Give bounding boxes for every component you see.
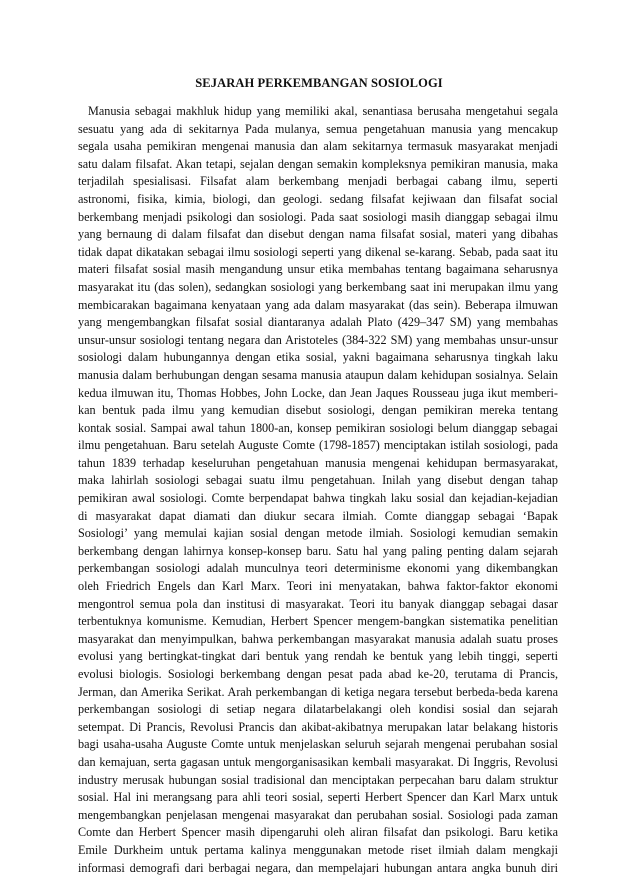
text-line: evolusi yang bertingkat-tingkat dari bentuk yang rendah ke bentuk yang lebih tinggi, seperti xyxy=(78,649,558,664)
text-line: ilmu pengetahuan. Baru setelah Auguste Comte (1798-1857) menciptakan istilah sosiologi, pada xyxy=(78,438,558,453)
text-line: maka lahirlah sosiologi sebagai suatu ilmu pengetahuan. Inilah yang disebut dengan tahap xyxy=(78,473,558,488)
text-line: perkembangan sosiologi adalah munculnya teori determinisme ekonomi yang dikembangkan xyxy=(78,561,558,576)
body-text xyxy=(78,103,558,877)
text-line: bagi usaha-usaha Auguste Comte untuk menjelaskan seluruh sejarah mengenai perubahan sosial xyxy=(78,737,558,752)
text-line: setempat. Di Prancis, Revolusi Prancis dan akibat-akibatnya merupakan latar belakang historis xyxy=(78,719,558,734)
text-line: oleh Friedrich Engels dan Karl Marx. Teori ini menyatakan, bahwa faktor-faktor ekonomi xyxy=(78,579,558,594)
text-line: Comte dan Herbert Spencer masih dipengaruhi oleh aliran filsafat dan psikologi. Baru ketika xyxy=(78,825,558,840)
text-line: berkembang dengan lahirnya konsep-konsep baru. Satu hal yang paling penting dalam sejarah xyxy=(78,543,558,558)
text-line: Emile Durkheim untuk pertama kalinya menggunakan metode riset ilmiah dalam mengkaji xyxy=(78,842,558,857)
text-line: tahun 1839 terhadap keseluruhan pengetahuan manusia mengenai kehidupan bermasyarakat, xyxy=(78,455,558,470)
text-line: mengembangkan penjelasan mengenai masyarakat dan perubahan sosial. Sosiologi pada zaman xyxy=(78,807,558,822)
text-line: evolusi biologis. Sosiologi berkembang dengan pesat pada abad ke-20, terutama di Prancis, xyxy=(78,667,558,681)
text-line: yang mengembangkan filsafat sosial diantaranya adalah Plato (429–347 SM) yang membahas xyxy=(78,315,558,330)
text-line: satu dalam filsafat. Akan tetapi, sejalan dengan semakin kompleksnya pemikiran manusia, maka xyxy=(78,156,558,171)
text-line: dan kemajuan, serta gagasan untuk mengorganisasikan kembali masyarakat. Di Inggris, Revolusi xyxy=(78,754,558,769)
text-line: materi filsafat sosial masih mengandung unsur etika membahas tentang bagaimana seharusnya xyxy=(78,262,558,277)
text-line: membicarakan bagaimana kenyataan yang ada dalam masyarakat (das sein). Beberapa ilmuwan xyxy=(78,297,558,312)
text-line: Sosiologi’ yang memulai kajian sosial dengan metode ilmiah. Sosiologi kemudian semakin xyxy=(78,526,558,541)
text-line: terjadilah spesialisasi. Filsafat alam berkembang menjadi berbagai cabang ilmu, seperti xyxy=(78,174,558,189)
text-line: di masyarakat dapat diamati dan diukur secara ilmiah. Comte dianggap sebagai ‘Bapak xyxy=(78,508,558,523)
text-line: industry merusak hubungan sosial tradisional dan menciptakan perpecahan baru dalam struktur xyxy=(78,772,558,787)
text-line: yang bernaung di dalam filsafat dan disebut dengan nama filsafat sosial, materi yang dibahas xyxy=(78,227,558,242)
text-line: sosial. Hal ini merangsang para ahli teori sosial, seperti Herbert Spencer dan Karl Marx untuk xyxy=(78,790,558,805)
text-line: masyarakat dan menyimpulkan, bahwa perkembangan masyarakat manusia adalah suatu proses xyxy=(78,631,558,646)
text-line: terbentuknya komunisme. Kemudian, Herbert Spencer mengem-bangkan sistematika penelitian xyxy=(78,614,558,629)
text-line: manusia dalam berhubungan dengan sesama manusia ataupun dalam kehidupan sosialnya. Selain xyxy=(78,367,558,382)
text-line: pemikiran awal sosiologi. Comte berpendapat bahwa tingkah laku sosial dan kejadian-kejadian xyxy=(78,491,558,506)
text-line: astronomi, fisika, kimia, biologi, dan geologi. sedang filsafat kejiwaan dan filsafat social xyxy=(78,191,558,206)
text-line: Manusia sebagai makhluk hidup yang memiliki akal, senantiasa berusaha mengetahui segala xyxy=(88,104,558,118)
page-title: SEJARAH PERKEMBANGAN SOSIOLOGI xyxy=(195,76,443,90)
text-line: kan bentuk pada ilmu yang kemudian disebut sosiologi, dengan pemikiran mereka tentang xyxy=(78,403,558,418)
text-line: tidak dapat dikatakan sebagai ilmu sosiologi seperti yang dikenal se-karang. Sebab, pada saat itu xyxy=(78,244,558,259)
text-line: perkembangan sosiologi di setiap negara dilatarbelakangi oleh kondisi sosial dan sejarah xyxy=(78,702,558,717)
text-line: sosiologi dalam hubungannya dengan etika sosial, yakni bagaimana seharusnya tingkah laku xyxy=(78,350,558,365)
text-line: masyarakat itu (das solen), sedangkan sosiologi yang berkembang saat ini merupakan ilmu yang xyxy=(78,279,558,294)
text-line: sesuatu yang ada di sekitarnya Pada mulanya, semua pengetahuan manusia yang mencakup xyxy=(78,121,558,136)
text-line: Jerman, dan Amerika Serikat. Arah perkembangan di ketiga negara tersebut berbeda-beda karena xyxy=(78,684,558,699)
text-line: informasi demografi dari berbagai negara, dan mempelajari hubungan antara angka bunuh diri xyxy=(78,860,558,875)
text-line: berkembang menjadi psikologi dan sosiologi. Pada saat sosiologi masih dianggap sebagai ilmu xyxy=(78,209,558,224)
text-line: unsur-unsur sosiologi tentang negara dan Aristoteles (384-322 SM) yang membahas unsur-unsur xyxy=(78,332,558,347)
text-line: kedua ilmuwan itu, Thomas Hobbes, John Locke, dan Jean Jaques Rousseau juga ikut memberi- xyxy=(78,385,558,400)
text-line: kontak sosial. Sampai awal tahun 1800-an, konsep pemikiran sosiologi belum dianggap sebagai xyxy=(78,420,558,435)
text-line: segala usaha pemikiran mengenai manusia dan alam sekitarnya termasuk masyarakat menjadi xyxy=(78,139,558,154)
text-line: mengontrol semua pola dan institusi di masyarakat. Teori itu banyak dianggap sebagai dasar xyxy=(78,596,558,611)
